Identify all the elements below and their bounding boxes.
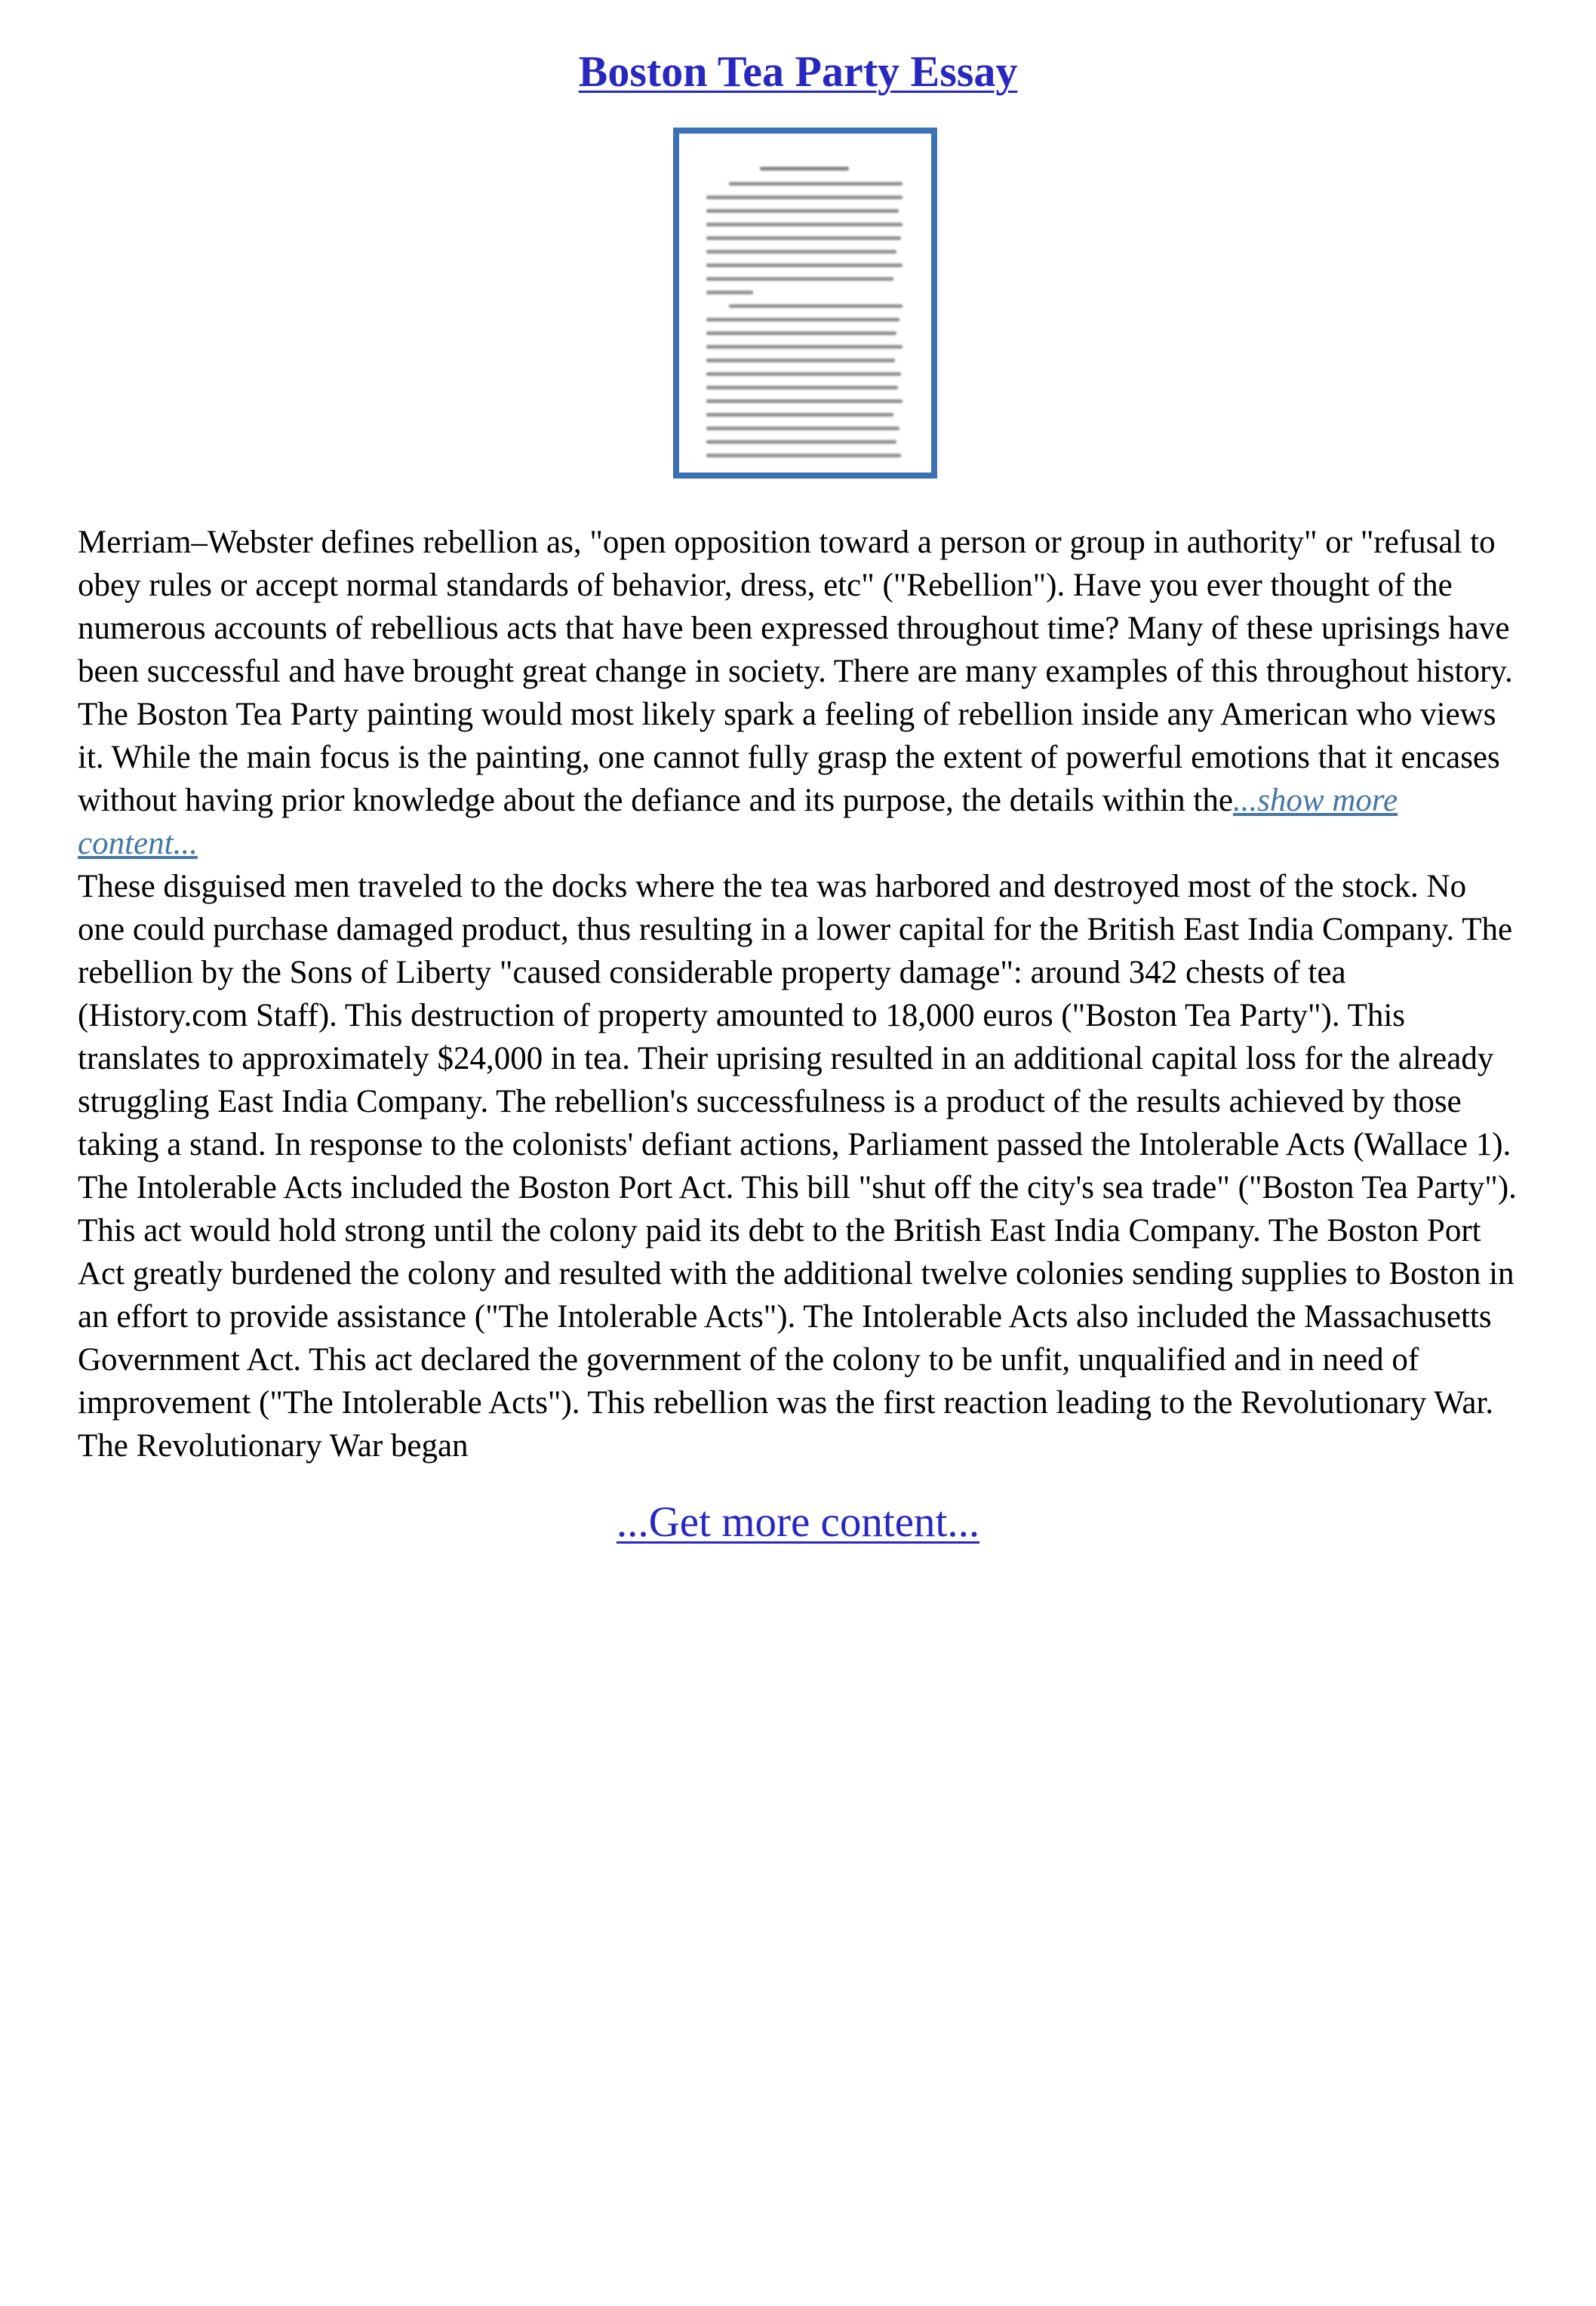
thumbnail-text-line (706, 318, 899, 322)
paragraph-2 (78, 865, 1519, 1467)
essay-preview-thumbnail (673, 128, 937, 479)
thumbnail-text-line (706, 196, 903, 199)
thumbnail-text-line (706, 440, 896, 444)
thumbnail-text-line (706, 372, 901, 376)
paragraph-1 (78, 521, 1519, 865)
thumbnail-text-line (706, 426, 899, 430)
show-more-content-link[interactable]: ...show more content... (78, 782, 1398, 861)
thumbnail-text-line (706, 236, 901, 240)
thumbnail-text-line (729, 182, 903, 186)
page-title-link[interactable]: Boston Tea Party Essay (578, 47, 1018, 96)
thumbnail-text-line (706, 263, 903, 267)
thumbnail-text-line (706, 345, 903, 349)
footer (0, 1498, 1596, 1547)
thumbnail-text-line (706, 359, 895, 362)
get-more-content-link[interactable]: ...Get more content... (616, 1498, 980, 1546)
essay-page (0, 47, 1596, 2306)
page-title (0, 47, 1596, 97)
thumbnail-text-line (706, 223, 903, 226)
thumbnail-text-line (706, 250, 896, 254)
thumbnail-text-line (706, 454, 901, 457)
thumbnail-text-line (706, 413, 893, 417)
paragraph-2-text: These disguised men traveled to the docks where the tea was harbored and destroyed most of the stock. No one could purchase damaged product, thus resulting in a lower capital for the British East India Company. The rebellion by the Sons of Liberty "caused considerable property damage": around 342 chests of tea (History.com Staff). This destruction of property amounted to 18,000 euros ("Boston Tea Party"). This translates to approximately $24,000 in tea. Their uprising resulted in an additional capital loss for the already struggling East India Company. The rebellion's successfulness is a product of the results achieved by those taking a stand. In response to the colonists' defiant actions, Parliament passed the Intolerable Acts (Wallace 1). The Intolerable Acts included the Boston Port Act. This bill "shut off the city's sea trade" ("Boston Tea Party"). This act would hold strong until the colony paid its debt to the British East India Company. The Boston Port Act greatly burdened the colony and resulted with the additional twelve colonies sending supplies to Boston in an effort to provide assistance ("The Intolerable Acts"). The Intolerable Acts also included the Massachusetts Government Act. This act declared the government of the colony to be unfit, unqualified and in need of improvement ("The Intolerable Acts"). This rebellion was the first reaction leading to the Revolutionary War. The Revolutionary War began (78, 868, 1517, 1464)
thumbnail-text-line (706, 277, 893, 281)
thumbnail-text-line (706, 386, 898, 389)
thumbnail-text-line (706, 209, 899, 213)
thumbnail-text-line (706, 331, 896, 335)
paragraph-1-text: Merriam–Webster defines rebellion as, "open opposition toward a person or group in authority" or "refusal to obey rules or accept normal standards of behavior, dress, etc" ("Rebellion"). Have you ever thought of the numerous accounts of rebellious acts that have been expressed throughout time? Many of these uprisings have been successful and have brought great change in society. There are many examples of this throughout history. The Boston Tea Party painting would most likely spark a feeling of rebellion inside any American who views it. While the main focus is the painting, one cannot fully grasp the extent of powerful emotions that it encases without having prior knowledge about the defiance and its purpose, the details within the (78, 524, 1513, 818)
thumbnail-title-line (760, 167, 849, 171)
thumbnail-text-line (706, 291, 753, 294)
essay-body (78, 521, 1519, 1467)
thumbnail-text-line (729, 304, 903, 308)
thumbnail-text-line (706, 399, 903, 403)
